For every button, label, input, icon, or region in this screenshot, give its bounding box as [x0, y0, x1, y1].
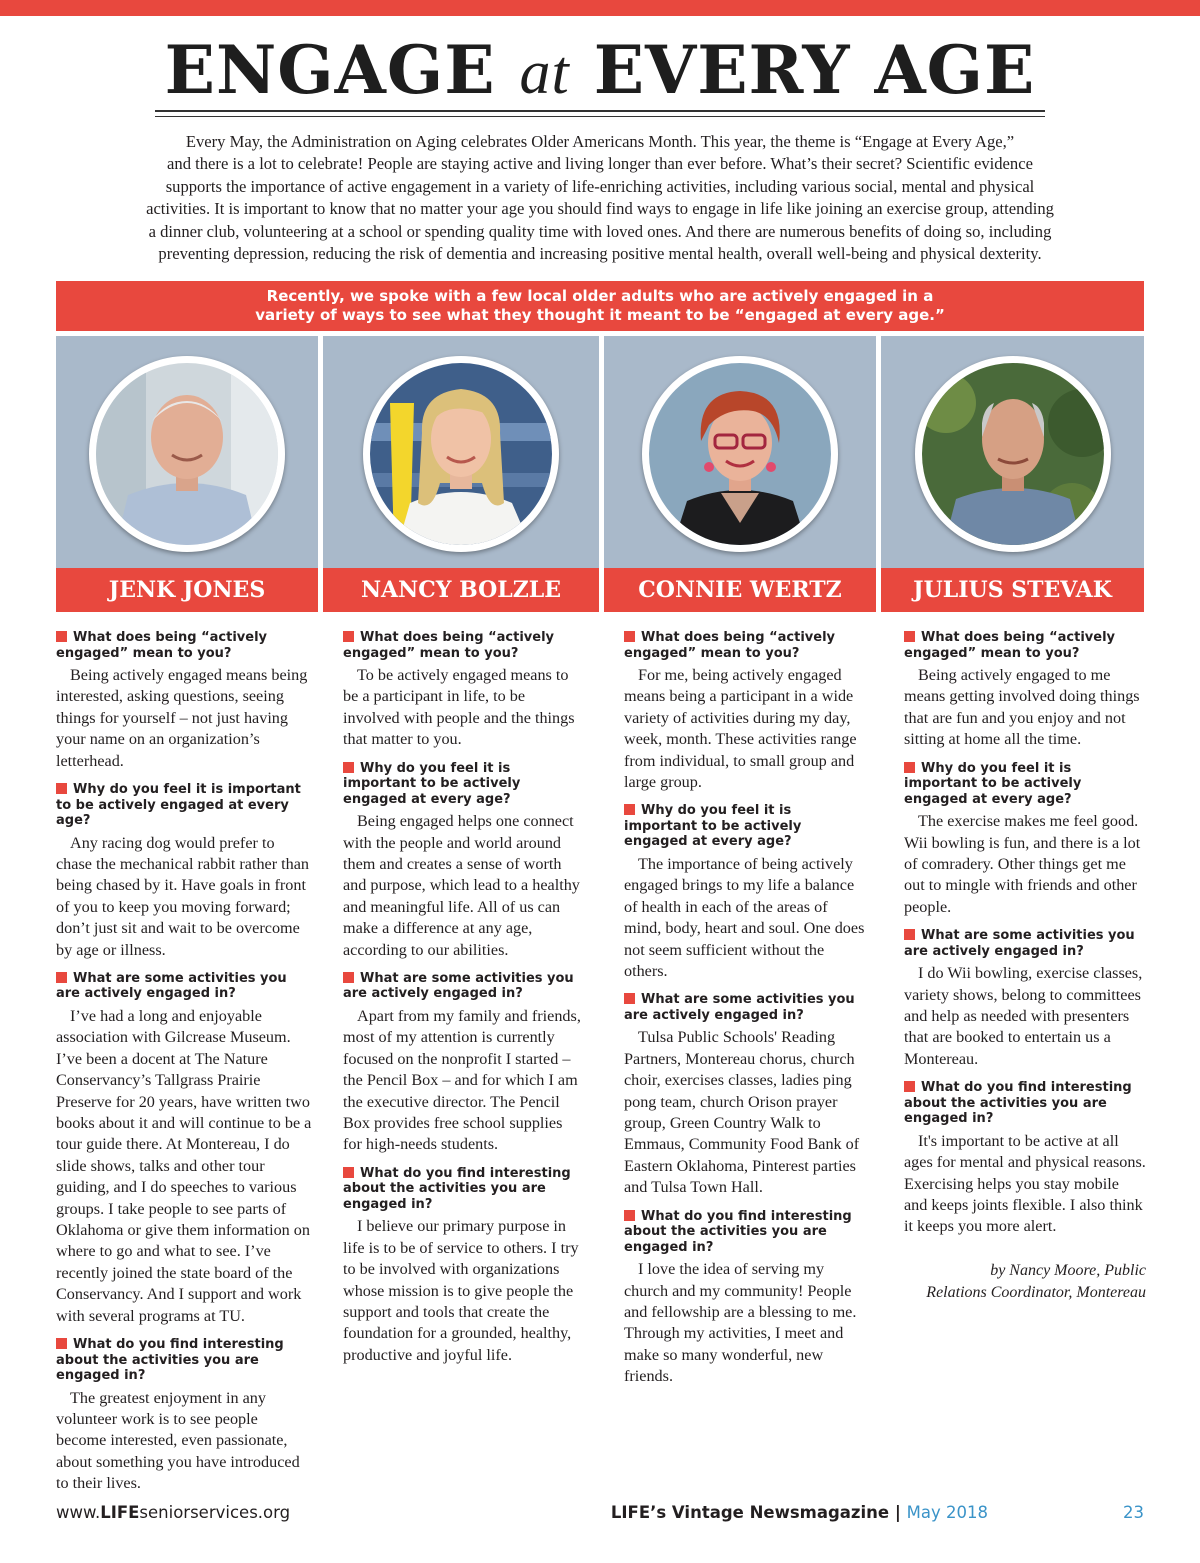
- question: [343, 630, 585, 661]
- question: [624, 803, 868, 850]
- bullet-square-icon: [343, 762, 354, 773]
- top-accent-bar: [0, 0, 1200, 16]
- intro-line: supports the importance of active engagement in a variety of life-enriching activities, including various social, mental and physical: [165, 176, 1035, 196]
- answer: I’ve had a long and enjoyable association with Gilcrease Museum. I’ve been a docent at The Nature Conservancy’s Tallgrass Prairie Preserve for 20 years, have written two books about it and will continue to be a tour guide there. At Montereau, I do slide shows, talks and other tour guiding, and I do speeches to various groups. I take people to see parts of Oklahoma or give them information on where to go and what to see. I’ve recently joined the state board of the Conservancy. And I support and work with several programs at TU.: [56, 1006, 312, 1325]
- intro-line: Every May, the Administration on Aging celebrates Older Americans Month. This year, the theme is “Engage at Every Age,”: [185, 132, 1015, 151]
- interview-banner: [56, 281, 1144, 331]
- bullet-square-icon: [624, 1210, 635, 1221]
- answer: The greatest enjoyment in any volunteer work is to see people become interested, even passionate, about something you have introduced to their lives.: [56, 1388, 300, 1493]
- question: [56, 782, 312, 829]
- answer: To be actively engaged means to be a participant in life, to be involved with people and the things that matter to you.: [343, 666, 575, 749]
- answer: I love the idea of serving my church and my community! People and fellowship are a blessing to me. Through my activities, I meet and make so many wonderful, new friends.: [624, 1260, 857, 1386]
- person-name: CONNIE WERTZ: [604, 568, 876, 612]
- profile-panel-julius-stevak: [881, 336, 1144, 612]
- bullet-square-icon: [904, 631, 915, 642]
- answer: Being engaged helps one connect with the people and world around them and creates a sense of worth and purpose, which lead to a healthy and meaningful life. All of us can make a difference at any age, according to our abilities.: [343, 812, 580, 959]
- question-text: What are some activities you are actively engaged in?: [56, 970, 287, 1002]
- portrait-photo-connie-wertz: [649, 363, 831, 545]
- person-name: NANCY BOLZLE: [323, 568, 599, 612]
- bullet-square-icon: [624, 631, 635, 642]
- footer-website[interactable]: [56, 1502, 290, 1524]
- profile-panel-nancy-bolzle: [323, 336, 599, 612]
- bullet-square-icon: [624, 993, 635, 1004]
- title-part-2: at: [519, 39, 570, 107]
- answer: Apart from my family and friends, most of my attention is currently focused on the nonprofit I started – the Pencil Box – and for which I am the executive director. The Pencil Box provides free school supplies for high-needs students.: [343, 1006, 581, 1154]
- banner-line: Recently, we spoke with a few local older adults who are actively engaged in a: [266, 287, 934, 305]
- page-number: 23: [1123, 1503, 1144, 1522]
- question-text: What do you find interesting about the activities you are engaged in?: [56, 1337, 284, 1384]
- bullet-square-icon: [343, 972, 354, 983]
- answer: Tulsa Public Schools' Reading Partners, Montereau chorus, church choir, exercises classes, ladies ping pong team, church Orison prayer group, Green Country Walk to Emmaus, Community Food Bank of Eastern Oklahoma, Pinterest parties and Tulsa Town Hall.: [624, 1028, 860, 1197]
- footer-site-bold: LIFE: [100, 1503, 140, 1522]
- question: [343, 1166, 585, 1213]
- answer: The exercise makes me feel good. Wii bowling is fun, and there is a lot of comradery. Other things get me out to mingle with friends and other people.: [904, 812, 1141, 916]
- portrait-photo-nancy-bolzle: [370, 363, 552, 545]
- footer-site-suffix: seniorservices.org: [139, 1503, 291, 1522]
- portrait-frame: [89, 356, 285, 552]
- question-text: What are some activities you are actively engaged in?: [624, 992, 855, 1023]
- title-part-1: ENGAGE: [164, 31, 496, 109]
- intro-line: and there is a lot to celebrate! People are staying active and living longer than ever before. What’s their secret? Scientific evidence: [167, 154, 1033, 174]
- question: [343, 761, 585, 808]
- portrait-photo-julius-stevak: [922, 363, 1104, 545]
- bullet-square-icon: [56, 1338, 67, 1349]
- question-text: Why do you feel it is important to be actively engaged at every age?: [343, 760, 521, 807]
- portrait-photo-jenk-jones: [96, 363, 278, 545]
- question-text: What are some activities you are actively engaged in?: [904, 928, 1135, 959]
- publication-name: LIFE’s Vintage Newsmagazine |: [610, 1503, 907, 1522]
- question: [624, 992, 868, 1023]
- question: [56, 971, 312, 1002]
- question-text: What does being “actively engaged” mean to you?: [56, 630, 268, 661]
- qa-column-jenk-jones: [56, 630, 312, 1505]
- question-text: Why do you feel it is important to be actively engaged at every age?: [904, 760, 1082, 807]
- bullet-square-icon: [904, 762, 915, 773]
- answer: Being actively engaged means being interested, asking questions, seeing things for yourself – not just having your name on an organization’s letterhead.: [56, 666, 308, 770]
- question-text: What does being “actively engaged” mean to you?: [624, 630, 836, 661]
- bullet-square-icon: [343, 631, 354, 642]
- question: [624, 1209, 868, 1256]
- answer: Being actively engaged to me means getting involved doing things that are fun and you enjoy and not sitting at home all the time.: [904, 666, 1140, 749]
- person-name: JENK JONES: [56, 568, 318, 612]
- page-title: [0, 30, 1200, 113]
- bullet-square-icon: [343, 1167, 354, 1178]
- portrait-frame: [915, 356, 1111, 552]
- answer: It's important to be active at all ages for mental and physical reasons. Exercising helps you stay mobile and keeps joints flexible. I also think it keeps you more alert.: [904, 1131, 1146, 1236]
- answer: I do Wii bowling, exercise classes, variety shows, belong to committees and help as needed with presenters that are booked to entertain us a Montereau.: [904, 964, 1143, 1068]
- footer-site-prefix: www.: [56, 1503, 101, 1522]
- question-text: What are some activities you are actively engaged in?: [343, 970, 574, 1002]
- question: [904, 630, 1146, 661]
- question: [56, 630, 312, 661]
- title-rule-thin: [155, 116, 1045, 117]
- answer: For me, being actively engaged means being a participant in a wide variety of activities during my day, week, month. These activities range from individual, to small group and large group.: [624, 666, 857, 792]
- answer: Any racing dog would prefer to chase the mechanical rabbit rather than being chased by it. Have goals in front of you to keep you moving forward; don’t just sit and wait to be overcome by age or illness.: [56, 833, 310, 959]
- question-text: What do you find interesting about the activities you are engaged in?: [904, 1080, 1132, 1127]
- qa-column-julius-stevak: [904, 630, 1146, 1304]
- publication-date: May 2018: [906, 1503, 988, 1522]
- portrait-frame: [642, 356, 838, 552]
- intro-line: a dinner club, volunteering at a school or spending quality time with loved ones. And there are numerous benefits of doing so, including: [148, 221, 1052, 241]
- intro-line: preventing depression, reducing the risk of dementia and increasing positive mental health, overall well-being and physical dexterity.: [158, 244, 1042, 264]
- question-text: Why do you feel it is important to be actively engaged at every age?: [56, 782, 301, 829]
- bullet-square-icon: [624, 804, 635, 815]
- answer: The importance of being actively engaged brings to my life a balance of health in each of the areas of mind, body, heart and soul. One does not seem sufficient without the others.: [624, 854, 865, 980]
- qa-column-connie-wertz: [624, 630, 868, 1398]
- intro-line: activities. It is important to know that no matter your age you should find ways to engage in life like joining an exercise group, attending: [146, 199, 1054, 219]
- question: [904, 928, 1146, 959]
- profile-panel-jenk-jones: [56, 336, 318, 612]
- title-rule: [155, 110, 1045, 112]
- question-text: What do you find interesting about the activities you are engaged in?: [343, 1165, 571, 1212]
- profile-panel-connie-wertz: [604, 336, 876, 612]
- question: [56, 1337, 312, 1384]
- question: [904, 1080, 1146, 1127]
- portrait-frame: [363, 356, 559, 552]
- question-text: What do you find interesting about the activities you are engaged in?: [624, 1208, 852, 1255]
- byline-line: by Nancy Moore, Public: [990, 1261, 1146, 1279]
- question-text: What does being “actively engaged” mean to you?: [904, 630, 1116, 661]
- bullet-square-icon: [56, 972, 67, 983]
- banner-line: variety of ways to see what they thought it meant to be “engaged at every age.”: [255, 306, 945, 324]
- byline-line: Relations Coordinator, Montereau: [926, 1283, 1146, 1301]
- question-text: What does being “actively engaged” mean to you?: [343, 630, 555, 661]
- question: [624, 630, 868, 661]
- qa-column-nancy-bolzle: [343, 630, 585, 1376]
- intro-paragraph: [105, 131, 1095, 265]
- question: [904, 761, 1146, 808]
- bullet-square-icon: [904, 1081, 915, 1092]
- question: [343, 971, 585, 1002]
- question-text: Why do you feel it is important to be actively engaged at every age?: [624, 803, 802, 850]
- author-byline: [904, 1260, 1146, 1304]
- footer-publication: [611, 1502, 988, 1524]
- bullet-square-icon: [56, 631, 67, 642]
- bullet-square-icon: [56, 783, 67, 794]
- bullet-square-icon: [904, 929, 915, 940]
- person-name: JULIUS STEVAK: [881, 568, 1144, 612]
- title-part-3: EVERY AGE: [593, 31, 1036, 109]
- answer: I believe our primary purpose in life is to be of service to others. I try to be involved with organizations whose mission is to give people the support and tools that create the foundation for a grounded, healthy, productive and joyful life.: [343, 1217, 579, 1364]
